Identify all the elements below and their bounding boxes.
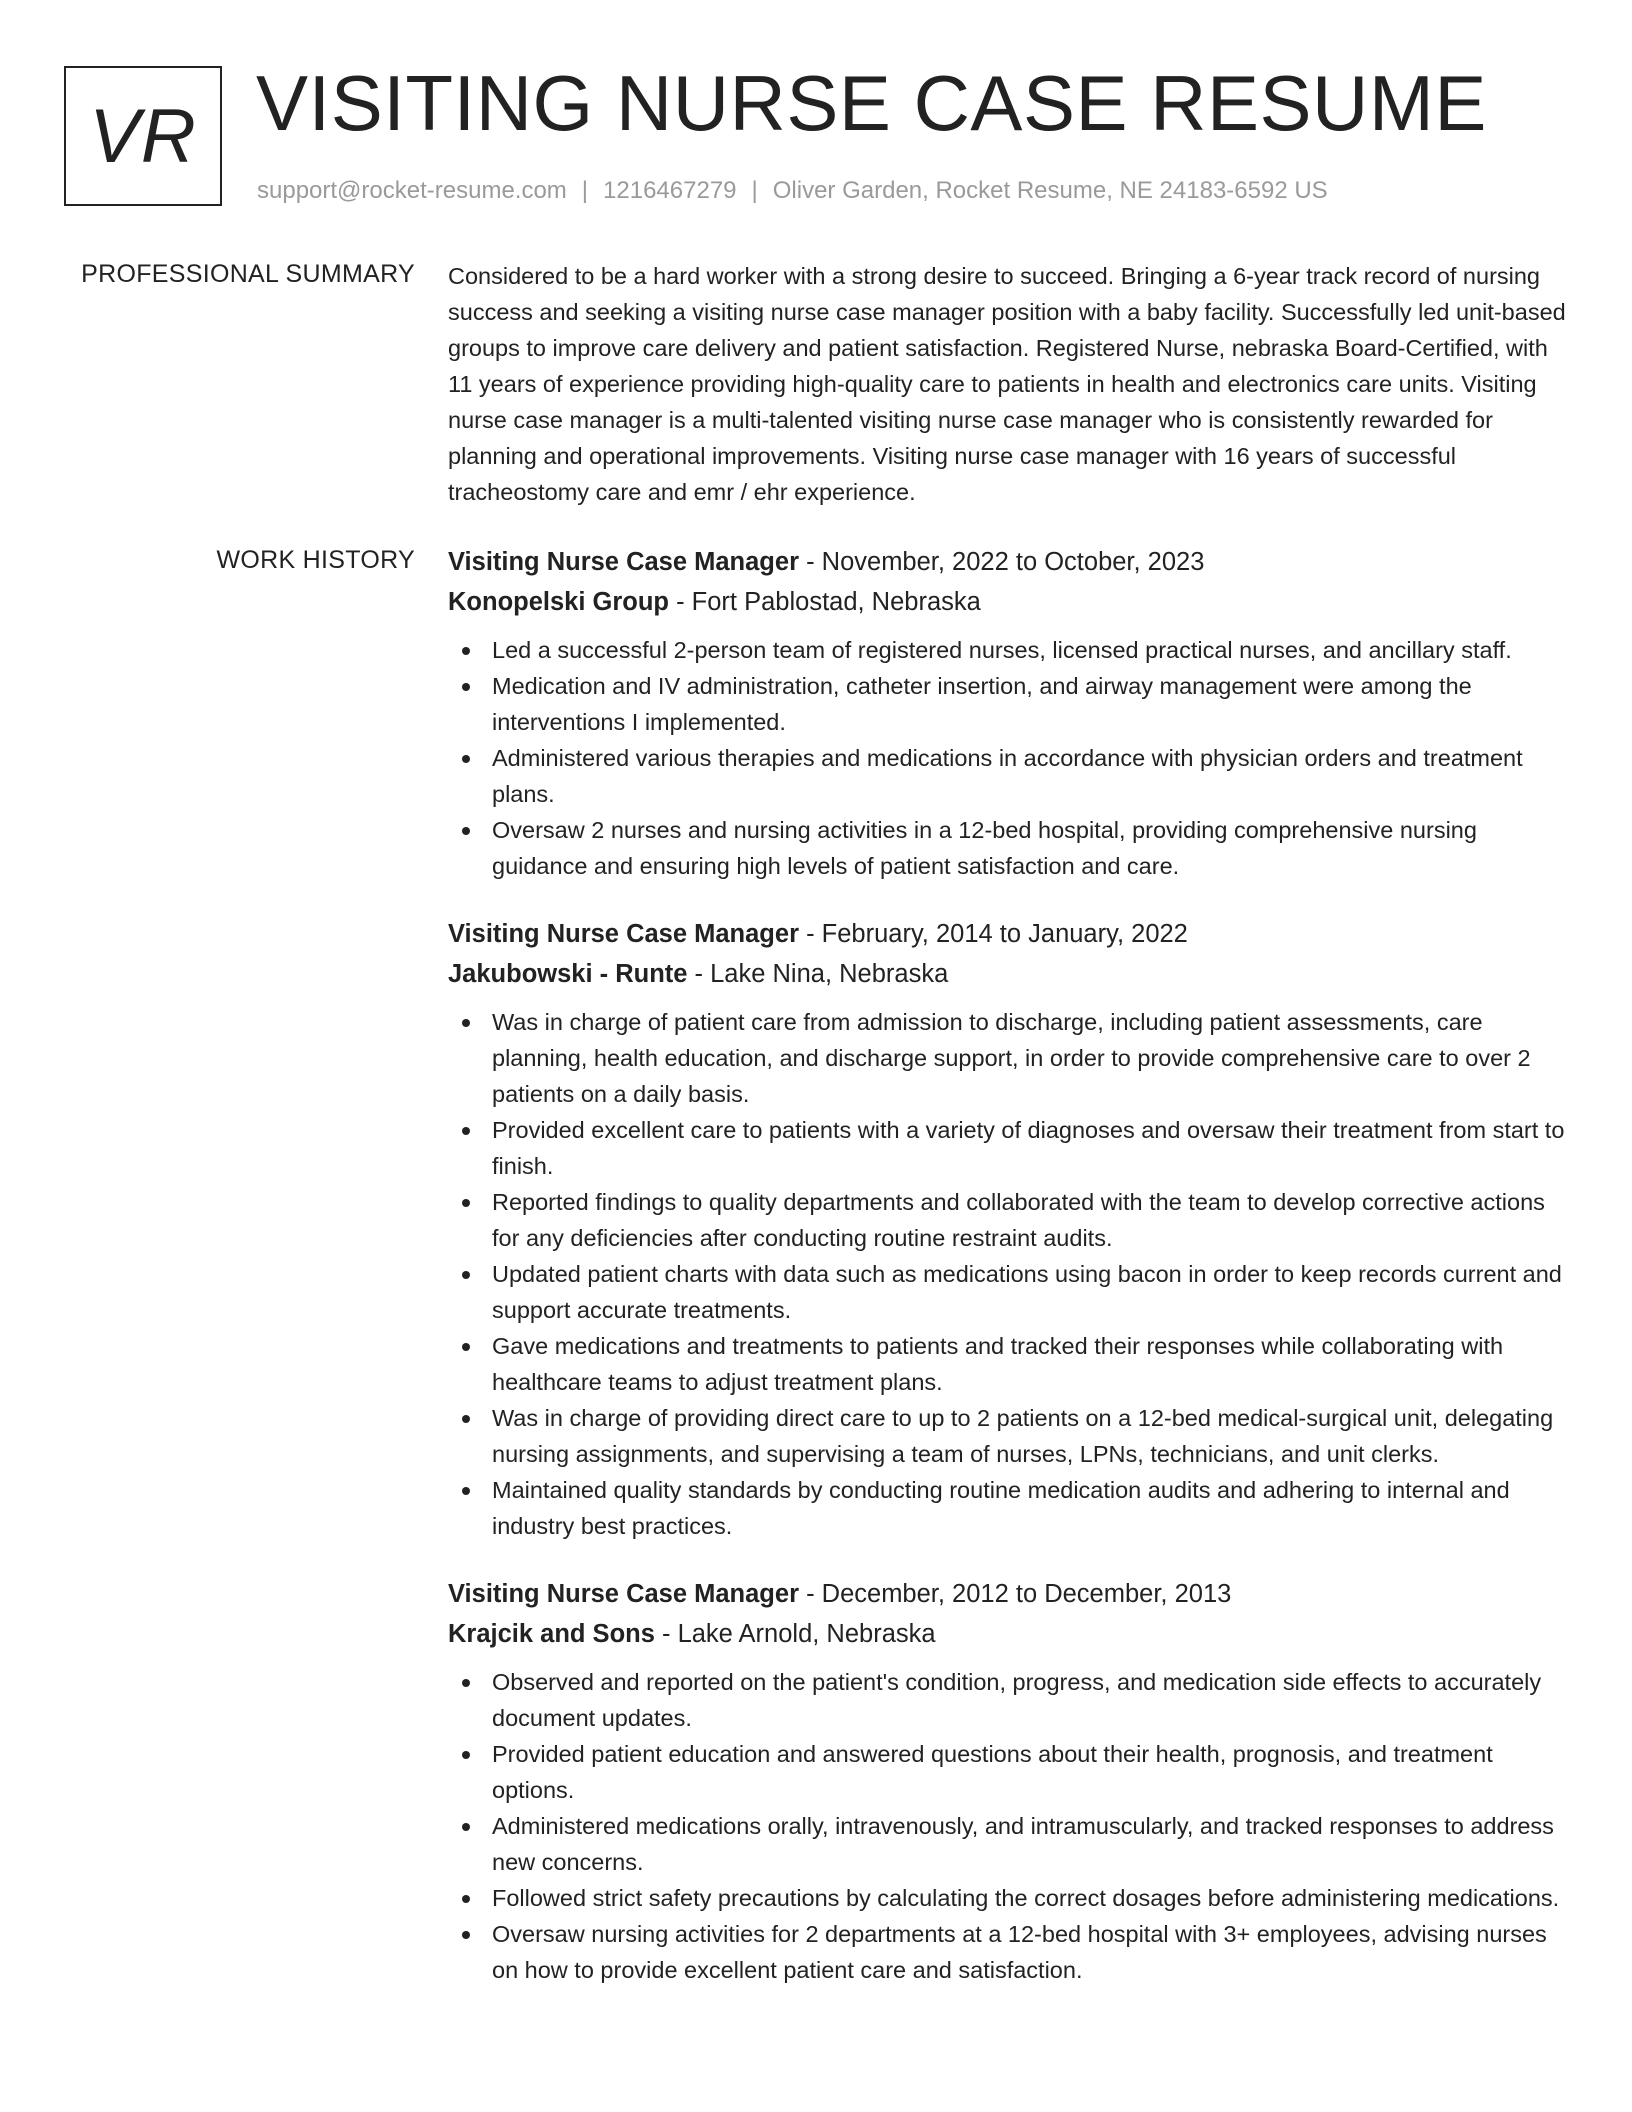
job-title: Visiting Nurse Case Manager bbox=[448, 1580, 799, 1608]
job-bullets bbox=[448, 632, 1568, 884]
monogram-logo bbox=[64, 66, 222, 206]
bullet-item bbox=[448, 1664, 1568, 1736]
bullet-dot-icon bbox=[462, 1343, 470, 1351]
bullet-text: Provided patient education and answered questions about their health, prognosis, and treatment options. bbox=[492, 1741, 1493, 1803]
job-company: Konopelski Group bbox=[448, 588, 670, 616]
bullet-item bbox=[448, 1328, 1568, 1400]
contact-info bbox=[257, 174, 1328, 208]
bullet-item bbox=[448, 632, 1568, 668]
bullet-text: Provided excellent care to patients with a variety of diagnoses and oversaw their treatment from start to finish. bbox=[492, 1117, 1565, 1179]
bullet-item bbox=[448, 1880, 1568, 1916]
bullet-dot-icon bbox=[462, 1415, 470, 1423]
bullet-item bbox=[448, 1916, 1568, 1988]
contact-separator: | bbox=[751, 177, 758, 204]
contact-email: support@rocket-resume.com bbox=[257, 177, 567, 204]
job-dates: - November, 2022 to October, 2023 bbox=[799, 548, 1205, 576]
job-company-line bbox=[448, 582, 1568, 622]
job-company: Jakubowski - Runte bbox=[448, 960, 688, 988]
job-bullets bbox=[448, 1004, 1568, 1544]
bullet-dot-icon bbox=[462, 1019, 470, 1027]
bullet-text: Gave medications and treatments to patients and tracked their responses while collaborating with healthcare teams to adjust treatment plans. bbox=[492, 1333, 1504, 1395]
contact-phone: 1216467279 bbox=[603, 177, 737, 204]
job-title: Visiting Nurse Case Manager bbox=[448, 548, 799, 576]
job-dates: - February, 2014 to January, 2022 bbox=[799, 920, 1188, 948]
job-title: Visiting Nurse Case Manager bbox=[448, 920, 799, 948]
bullet-text: Medication and IV administration, catheter insertion, and airway management were among the interventions I implemented. bbox=[492, 673, 1472, 735]
bullet-item bbox=[448, 1184, 1568, 1256]
bullet-dot-icon bbox=[462, 755, 470, 763]
bullet-item bbox=[448, 1808, 1568, 1880]
job-bullets bbox=[448, 1664, 1568, 1988]
job-title-line bbox=[448, 1574, 1568, 1614]
bullet-text: Updated patient charts with data such as medications using bacon in order to keep records current and support accurate treatments. bbox=[492, 1261, 1562, 1323]
job-company-line bbox=[448, 1614, 1568, 1654]
bullet-text: Oversaw 2 nurses and nursing activities in a 12-bed hospital, providing comprehensive nursing guidance and ensuring high levels of patient satisfaction and care. bbox=[492, 817, 1477, 879]
job-location: - Fort Pablostad, Nebraska bbox=[669, 588, 981, 616]
bullet-dot-icon bbox=[462, 827, 470, 835]
bullet-item bbox=[448, 1256, 1568, 1328]
job-location: - Lake Nina, Nebraska bbox=[687, 960, 949, 988]
bullet-text: Administered medications orally, intravenously, and intramuscularly, and tracked responses to address new concerns. bbox=[492, 1813, 1554, 1875]
work-history-heading: WORK HISTORY bbox=[216, 546, 415, 574]
bullet-dot-icon bbox=[462, 1679, 470, 1687]
contact-address: Oliver Garden, Rocket Resume, NE 24183-6592 US bbox=[772, 177, 1328, 204]
bullet-item bbox=[448, 1400, 1568, 1472]
bullet-dot-icon bbox=[462, 1199, 470, 1207]
bullet-text: Oversaw nursing activities for 2 departments at a 12-bed hospital with 3+ employees, advising nurses on how to provide excellent patient care and satisfaction. bbox=[492, 1921, 1547, 1983]
summary-body bbox=[448, 258, 1568, 510]
bullet-dot-icon bbox=[462, 1751, 470, 1759]
job-entry bbox=[448, 542, 1568, 884]
bullet-text: Observed and reported on the patient's condition, progress, and medication side effects to accurately document updates. bbox=[492, 1669, 1542, 1731]
bullet-item bbox=[448, 1472, 1568, 1544]
bullet-item bbox=[448, 1004, 1568, 1112]
job-location: - Lake Arnold, Nebraska bbox=[654, 1620, 936, 1648]
bullet-text: Led a successful 2-person team of registered nurses, licensed practical nurses, and ancillary staff. bbox=[492, 637, 1512, 663]
bullet-dot-icon bbox=[462, 1127, 470, 1135]
bullet-item bbox=[448, 1736, 1568, 1808]
job-entry bbox=[448, 914, 1568, 1544]
bullet-dot-icon bbox=[462, 1931, 470, 1939]
bullet-dot-icon bbox=[462, 1271, 470, 1279]
bullet-item bbox=[448, 812, 1568, 884]
bullet-item bbox=[448, 740, 1568, 812]
bullet-text: Was in charge of providing direct care to up to 2 patients on a 12-bed medical-surgical unit, delegating nursing assignments, and supervising a team of nurses, LPNs, technicians, and unit clerks. bbox=[492, 1405, 1554, 1467]
resume-title: VISITING NURSE CASE RESUME bbox=[256, 59, 1487, 147]
bullet-dot-icon bbox=[462, 1895, 470, 1903]
bullet-text: Maintained quality standards by conducting routine medication audits and adhering to internal and industry best practices. bbox=[492, 1477, 1510, 1539]
job-dates: - December, 2012 to December, 2013 bbox=[799, 1580, 1232, 1608]
bullet-item bbox=[448, 1112, 1568, 1184]
job-entry bbox=[448, 1574, 1568, 1988]
contact-separator: | bbox=[581, 177, 589, 204]
bullet-dot-icon bbox=[462, 1823, 470, 1831]
monogram-initials: VR bbox=[89, 93, 197, 179]
bullet-text: Was in charge of patient care from admission to discharge, including patient assessments, care planning, health education, and discharge support, in order to provide comprehensive care to over 2 patients on a daily basis. bbox=[492, 1009, 1531, 1107]
summary-text: Considered to be a hard worker with a strong desire to succeed. Bringing a 6-year track record of nursing success and seeking a visiting nurse case manager position with a baby facility. Successfully led unit-based groups to improve care delivery and patient satisfaction. Registered Nurse, nebraska Board-Certified, with 11 years of experience providing high-quality care to patients in health and electronics care units. Visiting nurse case manager is a multi-talented visiting nurse case manager who is consistently rewarded for planning and operational improvements. Visiting nurse case manager with 16 years of successful tracheostomy care and emr / ehr experience. bbox=[448, 263, 1566, 505]
bullet-text: Reported findings to quality departments and collaborated with the team to develop corrective actions for any deficiencies after conducting routine restraint audits. bbox=[492, 1189, 1545, 1251]
bullet-dot-icon bbox=[462, 1487, 470, 1495]
bullet-text: Followed strict safety precautions by calculating the correct dosages before administering medications. bbox=[492, 1885, 1560, 1911]
job-company: Krajcik and Sons bbox=[448, 1620, 655, 1648]
job-company-line bbox=[448, 954, 1568, 994]
bullet-text: Administered various therapies and medications in accordance with physician orders and treatment plans. bbox=[492, 745, 1523, 807]
bullet-dot-icon bbox=[462, 683, 470, 691]
job-title-line bbox=[448, 914, 1568, 954]
work-history-body bbox=[448, 542, 1568, 2018]
bullet-dot-icon bbox=[462, 647, 470, 655]
summary-heading: PROFESSIONAL SUMMARY bbox=[81, 260, 415, 288]
job-title-line bbox=[448, 542, 1568, 582]
bullet-item bbox=[448, 668, 1568, 740]
